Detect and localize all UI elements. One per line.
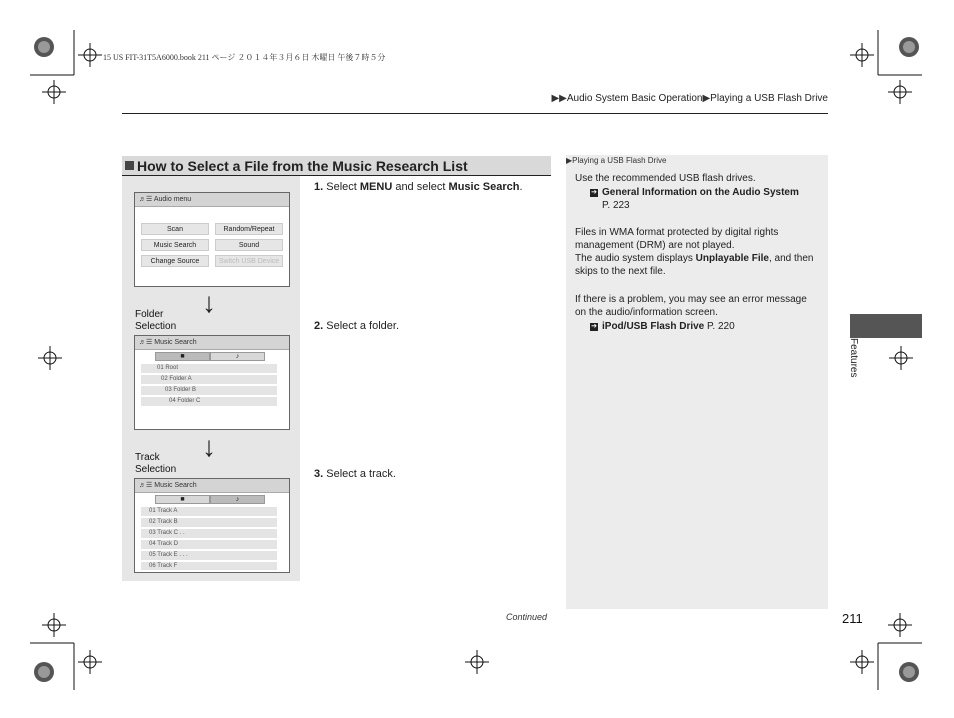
ref-page[interactable]: P. 220 — [704, 321, 735, 332]
ref-title[interactable]: General Information on the Audio System — [602, 187, 799, 198]
sidebar-para-2 — [575, 226, 813, 278]
section-title — [122, 156, 551, 176]
ref-page[interactable]: P. 223 — [602, 200, 630, 211]
step-text: Select — [323, 181, 360, 193]
list-item[interactable]: 06 Track F — [141, 562, 277, 570]
ref-title[interactable]: iPod/USB Flash Drive — [602, 321, 705, 332]
text-line: Files in WMA format protected by digital rights — [575, 227, 779, 238]
screen-titlebar — [135, 479, 289, 493]
music-search-button[interactable]: Music Search — [141, 239, 209, 251]
track-selection-caption — [135, 452, 176, 476]
flow-arrow-2: ↓ — [202, 431, 216, 462]
music-icon: ♬☰ — [139, 482, 155, 489]
text-bold: Unplayable File — [695, 253, 769, 264]
step-bold: Music Search — [448, 181, 520, 193]
list-item[interactable]: 03 Folder B — [141, 386, 277, 395]
track-screen — [134, 478, 290, 573]
list-item[interactable]: 04 Folder C — [141, 397, 277, 406]
text-line: skips to the next file. — [575, 266, 666, 277]
sidebar-ref-1[interactable] — [590, 186, 799, 199]
breadcrumb — [551, 93, 828, 104]
features-tab-label[interactable]: Features — [848, 338, 859, 378]
list-item[interactable]: 02 Track B — [141, 518, 277, 527]
text-line: If there is a problem, you may see an error message — [575, 294, 807, 305]
step-text: . — [519, 181, 523, 193]
folder-selection-caption — [135, 309, 176, 333]
screen-titlebar — [135, 193, 289, 207]
screen-title: Music Search — [154, 482, 197, 489]
tab-music[interactable]: ♪ — [210, 352, 265, 361]
list-item[interactable]: 05 Track E . . . — [141, 551, 277, 560]
continued-label: Continued — [506, 612, 548, 622]
step-number: 1. — [314, 181, 324, 193]
caption-line: Selection — [135, 464, 177, 475]
music-icon: ♬☰ — [139, 339, 155, 346]
tab-bar — [155, 352, 265, 361]
switch-usb-device-button: Switch USB Device — [215, 255, 283, 267]
screen-titlebar — [135, 336, 289, 350]
sidebar-para-1: Use the recommended USB flash drives. — [575, 173, 756, 184]
step-text: Select a folder. — [323, 320, 400, 332]
step-bold: MENU — [359, 181, 393, 193]
list-item[interactable]: 01 Root — [141, 364, 277, 373]
tab-music[interactable]: ♪ — [210, 495, 265, 504]
sound-button[interactable]: Sound — [215, 239, 283, 251]
arrow-ref-icon: ➔ — [591, 323, 597, 330]
breadcrumb-arrows: ▶▶ — [551, 93, 567, 104]
step-text: Select a track. — [323, 468, 396, 480]
sidebar-box — [566, 155, 828, 609]
text-span: The audio system displays — [575, 253, 696, 264]
sidebar-heading — [566, 156, 666, 165]
step-number: 2. — [314, 320, 324, 332]
folder-screen — [134, 335, 290, 430]
music-icon: ♬☰ — [139, 196, 154, 203]
step-text: and select — [392, 181, 449, 193]
text-line: management (DRM) are not played. — [575, 240, 735, 251]
sidebar-para-4 — [575, 293, 807, 319]
breadcrumb-part1[interactable]: Audio System Basic Operation — [566, 93, 703, 104]
tab-folder[interactable]: ■ — [155, 352, 210, 361]
step-number: 3. — [314, 468, 324, 480]
tab-folder[interactable]: ■ — [155, 495, 210, 504]
list-item[interactable]: 01 Track A — [141, 507, 277, 516]
step-3 — [314, 468, 396, 480]
change-source-button[interactable]: Change Source — [141, 255, 209, 267]
audio-menu-screen — [134, 192, 290, 287]
step-1 — [314, 181, 523, 193]
screen-title: Music Search — [154, 339, 197, 346]
print-header: 15 US FIT-31T5A6000.book 211 ページ ２０１４年３月６日 木曜日 午後７時５分 — [103, 53, 386, 62]
features-tab-marker — [850, 314, 922, 338]
text-span: , and then — [768, 253, 814, 264]
header-rule — [122, 113, 828, 114]
sidebar-heading-text: Playing a USB Flash Drive — [572, 156, 667, 165]
section-square-icon — [125, 161, 134, 170]
tab-bar — [155, 495, 265, 504]
arrow-ref-icon: ➔ — [591, 189, 597, 196]
sidebar-ref-icon: ▶ — [566, 156, 573, 165]
step-2 — [314, 320, 399, 332]
page-number: 211 — [842, 611, 863, 626]
sidebar-ref-2[interactable] — [590, 320, 735, 333]
list-item[interactable]: 03 Track C . . — [141, 529, 277, 538]
caption-line: Selection — [135, 321, 177, 332]
list-item[interactable]: 04 Track D — [141, 540, 277, 549]
scan-button[interactable]: Scan — [141, 223, 209, 235]
section-title-text: How to Select a File from the Music Research List — [137, 158, 468, 174]
random-repeat-button[interactable]: Random/Repeat — [215, 223, 283, 235]
caption-line: Folder — [135, 309, 164, 320]
flow-arrow-1: ↓ — [202, 287, 216, 318]
caption-line: Track — [135, 452, 160, 463]
text-line: on the audio/information screen. — [575, 307, 718, 318]
list-item[interactable]: 02 Folder A — [141, 375, 277, 384]
screen-title: Audio menu — [153, 196, 192, 203]
breadcrumb-sep: ▶ — [702, 93, 711, 104]
breadcrumb-part2[interactable]: Playing a USB Flash Drive — [710, 93, 828, 104]
text-line — [575, 252, 813, 265]
